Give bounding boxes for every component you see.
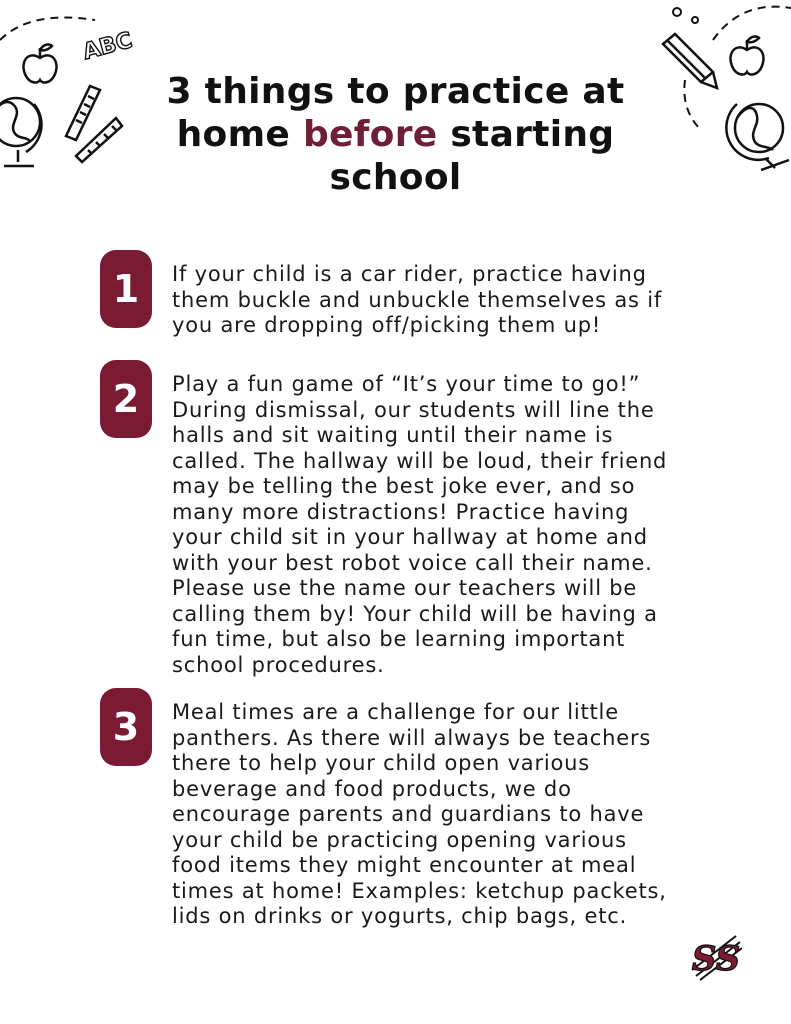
page-title [150,70,641,199]
globe-icon [0,98,41,166]
number-badge-3: 3 [100,688,152,766]
pencil-icon [663,34,717,88]
school-logo-text: SS [691,939,741,979]
globe-icon-right [726,104,789,170]
tip-text-3: Meal times are a challenge for our little panthers. As there will always be teachers there to help your child open various beverage and food products, we do encourage parents and guardians to have your child be practicing opening various food items they might encounter at meal times at home! Examples: ketchup packets, lids on drinks or yogurts, chip bags, etc. [172,700,667,928]
school-logo [690,930,742,986]
title-part-1: 3 things to practice at home [166,71,625,155]
school-doodles-right [651,0,791,180]
title-accent-word: before [302,114,438,155]
abc-text: ABC [80,28,136,66]
ruler-icon [66,86,122,162]
apple-icon [23,45,56,83]
number-badge-1: 1 [100,250,152,328]
tip-text-2: Play a fun game of “It’s your time to go!” During dismissal, our students will line the halls and sit waiting until their name is called. The hallway will be loud, their friend may be telling the best joke ever, and so many more distractions! Practice having your child sit in your hallway at home and with your best robot voice call their name. Please use the name our teachers will be calling them by! Your child will be having a fun time, but also be learning important school procedures. [172,372,668,677]
title-part-2: starting school [329,114,615,198]
tip-text-1: If your child is a car rider, practice having them buckle and unbuckle themselves as if you are dropping off/picking them up! [172,262,663,337]
apple-icon-right [730,37,763,75]
school-doodles-left [0,0,150,180]
number-badge-2: 2 [100,360,152,438]
